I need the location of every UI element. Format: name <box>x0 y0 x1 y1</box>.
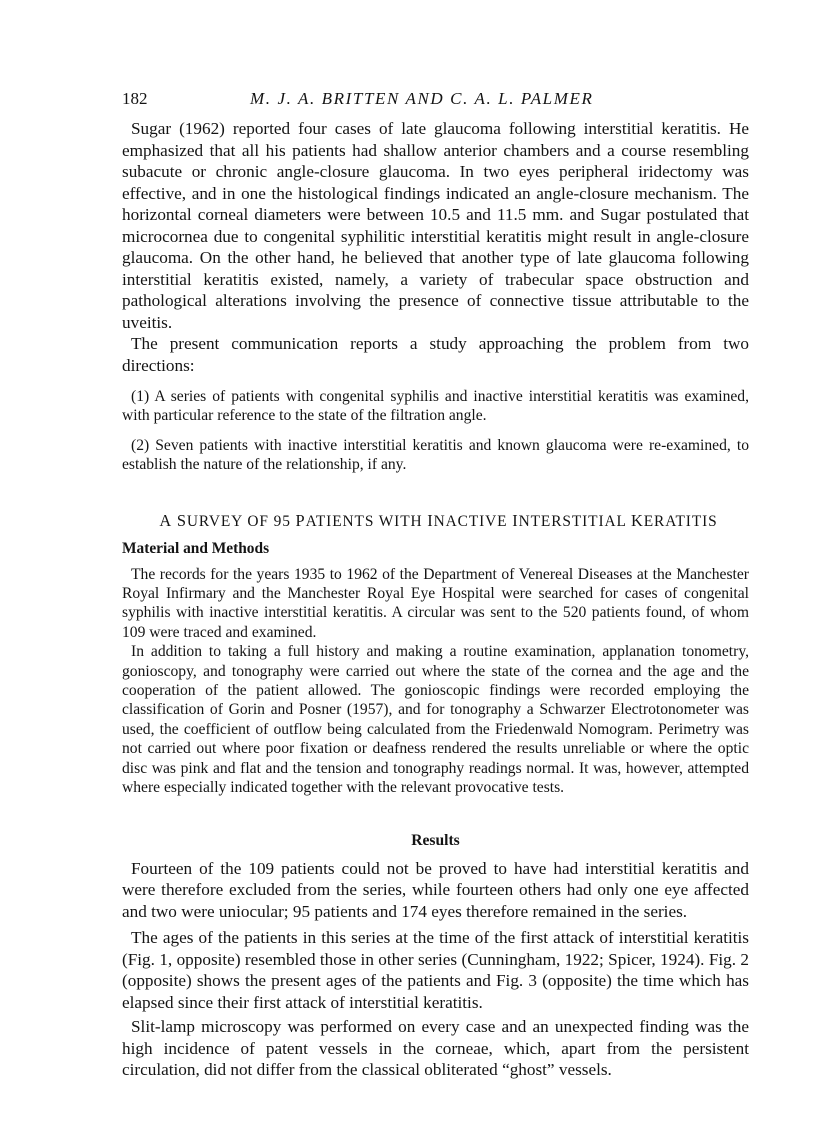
results-heading: Results <box>411 831 460 849</box>
methods-paragraph: The records for the years 1935 to 1962 of the Department of Venereal Diseases at the Manchester Royal Infirmary and the Manchester Royal Eye Hospital were searched for cases of congenital syphilis with inactive interstitial keratitis. A circular was sent to the 520 patients found, of whom 109 were traced and examined. <box>122 565 749 641</box>
methods-paragraph: In addition to taking a full history and making a routine examination, applanation tonometry, gonioscopy, and tonography were carried out where the state of the cornea and the age and the cooperation of the patient allowed. The gonioscopic findings were recorded employing the classification of Gorin and Posner (1957), and for tonography a Schwarzer Electrotonometer was used, the coefficient of outflow being calculated from the Friedenwald Nomogram. Perimetry was not carried out where poor fixation or deafness rendered the results unreliable or where the optic disc was pink and flat and the tension and tonography readings normal. It was, however, attempted where especially indicated together with the relevant provocative tests. <box>122 643 749 797</box>
results-paragraph: The ages of the patients in this series at the time of the first attack of interstitial keratitis (Fig. 1, opposite) resembled those in other series (Cunningham, 1922; Spicer, 1924). Fig. 2 (opposite) shows the present ages of the patients and Fig. 3 (opposite) the time which has elapsed since their first attack of interstitial keratitis. <box>122 928 749 1012</box>
methods-heading: Material and Methods <box>122 539 270 557</box>
results-paragraph: Fourteen of the 109 patients could not be proved to have had interstitial keratitis and were therefore excluded from the series, while fourteen others had only one eye affected and two were uniocular; 95 patients and 174 eyes therefore remained in the series. <box>122 858 749 921</box>
intro-paragraph: Sugar (1962) reported four cases of late glaucoma following interstitial keratitis. He emphasized that all his patients had shallow anterior chambers and a course resembling subacute or chronic angle-closure glaucoma. In two eyes peripheral iridectomy was effective, and in one the histological findings indicated an angle-closure mechanism. The horizontal corneal diameters were between 10.5 and 11.5 mm. and Sugar postulated that microcornea due to congenital syphilitic interstitial keratitis might result in angle-closure glaucoma. On the other hand, he believed that another type of late glaucoma following interstitial keratitis existed, namely, a variety of trabecular space obstruction and pathological alterations involving the presence of connective tissue attributable to the uveitis. <box>122 119 749 332</box>
section-title: A SURVEY OF 95 PATIENTS WITH INACTIVE INTERSTITIAL KERATITIS <box>159 510 718 530</box>
article-body <box>122 118 749 1081</box>
page-number: 182 <box>122 89 148 108</box>
running-title: M. J. A. BRITTEN AND C. A. L. PALMER <box>250 89 594 108</box>
journal-page <box>122 86 749 1079</box>
numbered-item: (2) Seven patients with inactive interstitial keratitis and known glaucoma were re-examined, to establish the nature of the relationship, if any. <box>122 436 749 474</box>
numbered-item: (1) A series of patients with congenital syphilis and inactive interstitial keratitis was examined, with particular reference to the state of the filtration angle. <box>122 388 749 425</box>
intro-paragraph: The present communication reports a study approaching the problem from two directions: <box>122 334 749 375</box>
running-header <box>122 86 749 112</box>
results-paragraph: Slit-lamp microscopy was performed on every case and an unexpected finding was the high incidence of patent vessels in the corneae, which, apart from the persistent circulation, did not differ from the classical obliterated “ghost” vessels. <box>122 1017 749 1079</box>
